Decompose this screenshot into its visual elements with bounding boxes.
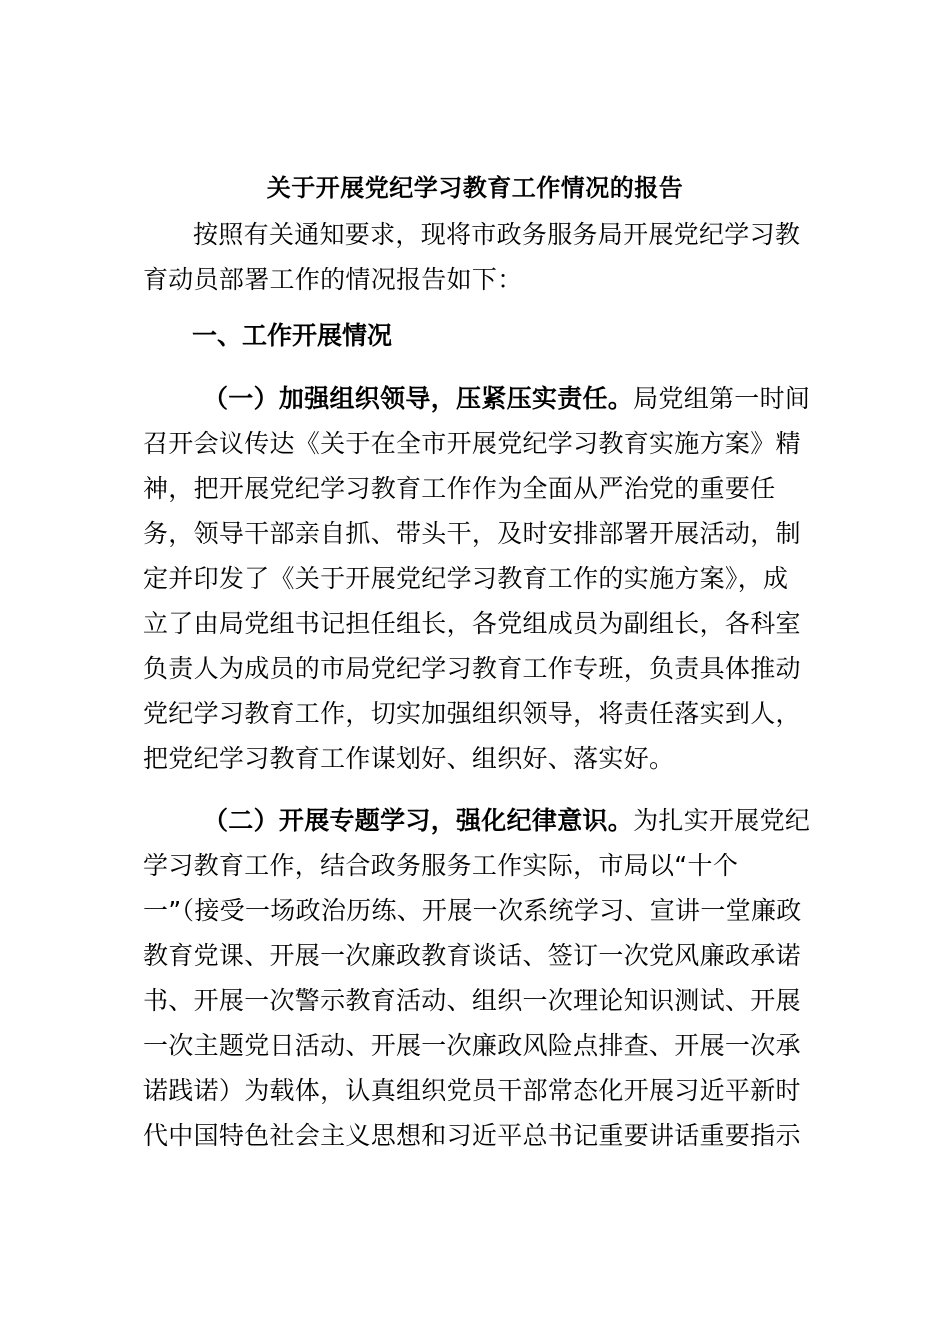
paragraph-two: [143, 798, 823, 1158]
paragraph-one-line: 务，领导干部亲自抓、带头干，及时安排部署开展活动，制: [143, 519, 801, 548]
paragraph-two-line: 教育党课、开展一次廉政教育谈话、签订一次党风廉政承诺: [143, 941, 801, 970]
intro-line-1: 按照有关通知要求，现将市政务服务局开展党纪学习教: [193, 220, 801, 249]
paragraph-two-first-line-rest: 为扎实开展党纪: [633, 806, 811, 835]
paragraph-two-line: 诺践诺）为载体，认真组织党员干部常态化开展习近平新时: [143, 1076, 801, 1105]
paragraph-two-line: 一次主题党日活动、开展一次廉政风险点排查、开展一次承: [143, 1031, 801, 1060]
paragraph-two-line: 代中国特色社会主义思想和习近平总书记重要讲话重要指示: [143, 1121, 801, 1150]
paragraph-two-line: 书、开展一次警示教育活动、组织一次理论知识测试、开展: [143, 986, 801, 1015]
paragraph-one-line: 神，把开展党纪学习教育工作作为全面从严治党的重要任: [143, 474, 776, 503]
paragraph-one-line: 召开会议传达《关于在全市开展党纪学习教育实施方案》精: [143, 429, 801, 458]
paragraph-one-line: 立了由局党组书记担任组长，各党组成员为副组长，各科室: [143, 609, 801, 638]
section-one-heading: 一、工作开展情况: [192, 321, 393, 350]
paragraph-one-line: 党纪学习教育工作，切实加强组织领导，将责任落实到人，: [143, 699, 801, 728]
paragraph-two-line: 学习教育工作，结合政务服务工作实际，市局以“十个: [143, 851, 739, 880]
paragraph-one: [143, 376, 823, 781]
intro-line-2: 育动员部署工作的情况报告如下：: [143, 265, 523, 294]
paragraph-one-line: 把党纪学习教育工作谋划好、组织好、落实好。: [143, 744, 675, 773]
paragraph-one-first-line: [143, 376, 823, 421]
paragraph-two-lead: （二）开展专题学习，强化纪律意识。: [203, 806, 634, 835]
paragraph-one-line: 定并印发了《关于开展党纪学习教育工作的实施方案》，成: [143, 564, 789, 593]
paragraph-two-line: 一”（接受一场政治历练、开展一次系统学习、宣讲一堂廉政: [143, 896, 802, 925]
paragraph-two-first-line: [143, 798, 823, 843]
paragraph-one-lead: （一）加强组织领导，压紧压实责任。: [203, 384, 634, 413]
paragraph-one-first-line-rest: 局党组第一时间: [633, 384, 811, 413]
paragraph-one-line: 负责人为成员的市局党纪学习教育工作专班，负责具体推动: [143, 654, 801, 683]
document-title: 关于开展党纪学习教育工作情况的报告: [266, 174, 684, 202]
intro-paragraph: [143, 212, 823, 302]
